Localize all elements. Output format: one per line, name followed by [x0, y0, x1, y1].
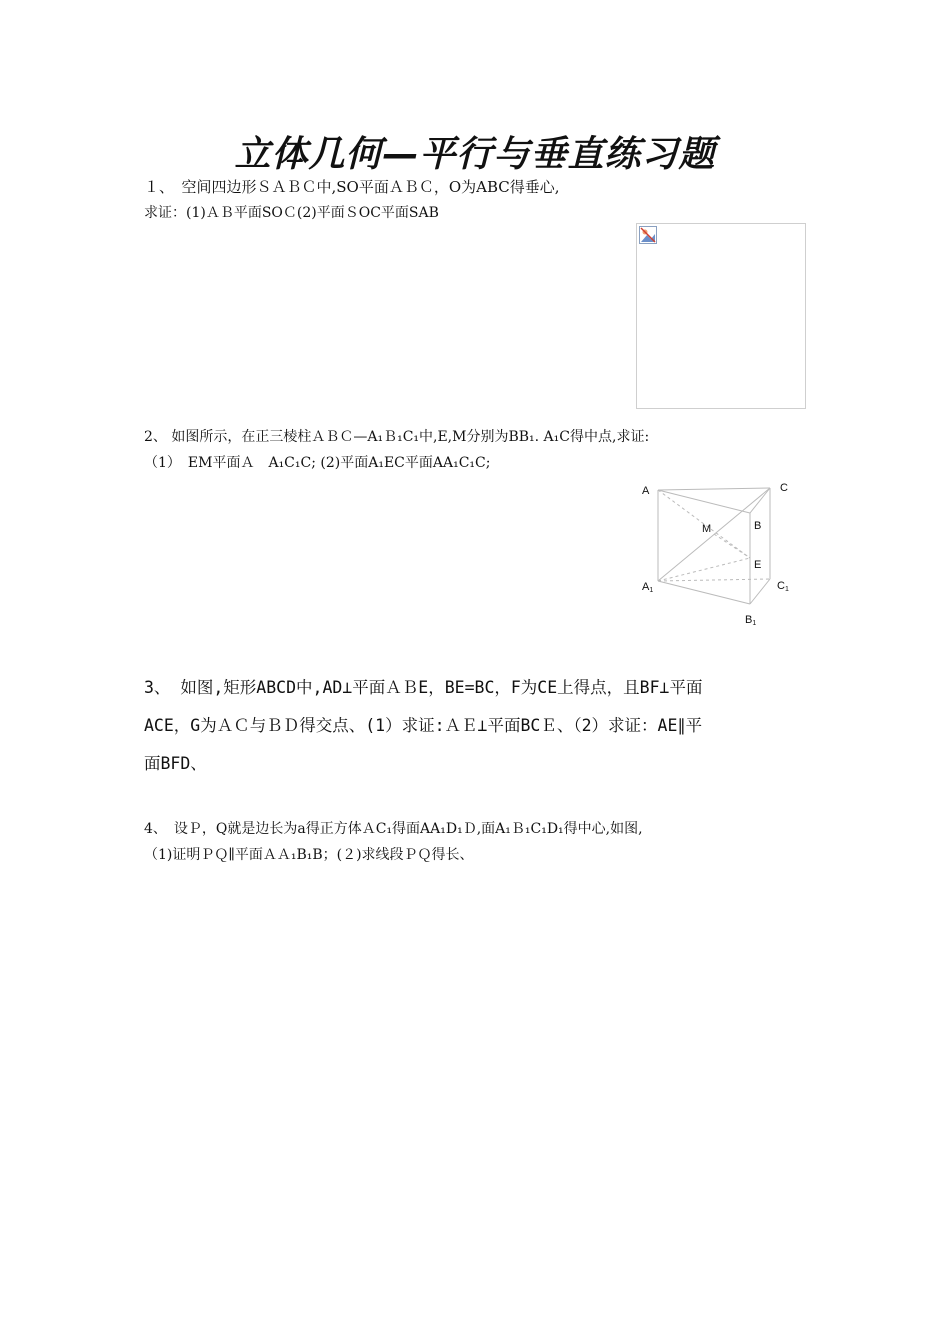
label-C: C [780, 482, 788, 494]
edge-AB [658, 490, 750, 513]
label-C1: C1 [777, 580, 789, 593]
label-A1: A1 [642, 581, 654, 594]
problem-4-line-1: 4、 设Ｐ，Q就是边长为a得正方体ＡC₁得面AA₁D₁Ｄ,面A₁Ｂ₁C₁D₁得中心,如图, [144, 821, 643, 837]
segment-EM [714, 534, 750, 558]
missing-image-placeholder [636, 223, 806, 409]
problem-2-line-2: （1） EM平面Ａ A₁C₁C; (2)平面A₁EC平面AA₁C₁C; [144, 455, 491, 471]
problem-1-line-2: 求证：(1)ＡＢ平面SOＣ(2)平面ＳOC平面SAB [144, 205, 439, 221]
problem-4-line-2: （1)证明ＰＱ∥平面ＡＡ₁B₁B；(２)求线段ＰＱ得长、 [144, 847, 474, 863]
edge-AC [658, 488, 770, 490]
edge-B1C1 [750, 579, 770, 604]
triangular-prism-figure [630, 478, 810, 628]
edge-BC [750, 488, 770, 513]
label-B1: B1 [745, 614, 757, 627]
problem-3-line-3: 面BFD、 [144, 754, 207, 773]
edge-A1B1 [658, 581, 750, 604]
edge-A1C1 [658, 579, 770, 581]
label-A: A [642, 485, 650, 497]
page-title: 立体几何—平行与垂直练习题 [234, 134, 716, 175]
label-E: E [754, 559, 762, 571]
problem-3-line-2: ACE，G为ＡＣ与ＢＤ得交点、(1）求证:ＡＥ⊥平面BCＥ、（2）求证：AE∥平 [144, 716, 703, 735]
problem-2-line-1: 2、 如图所示，在正三棱柱ＡＢＣ—A₁Ｂ₁C₁中,E,M分别为BB₁. A₁C得中点,求证: [144, 429, 650, 445]
label-B: B [754, 520, 762, 532]
problem-1-line-1: １、 空间四边形ＳＡＢＣ中,SO平面ＡＢＣ，O为ABC得垂心, [144, 178, 560, 196]
label-M: M [702, 523, 712, 535]
broken-image-icon [639, 226, 657, 244]
problem-3-line-1: 3、 如图,矩形ABCD中,AD⊥平面ＡＢE，BE=BC，F为CE上得点，且BF⊥平面 [144, 678, 703, 697]
